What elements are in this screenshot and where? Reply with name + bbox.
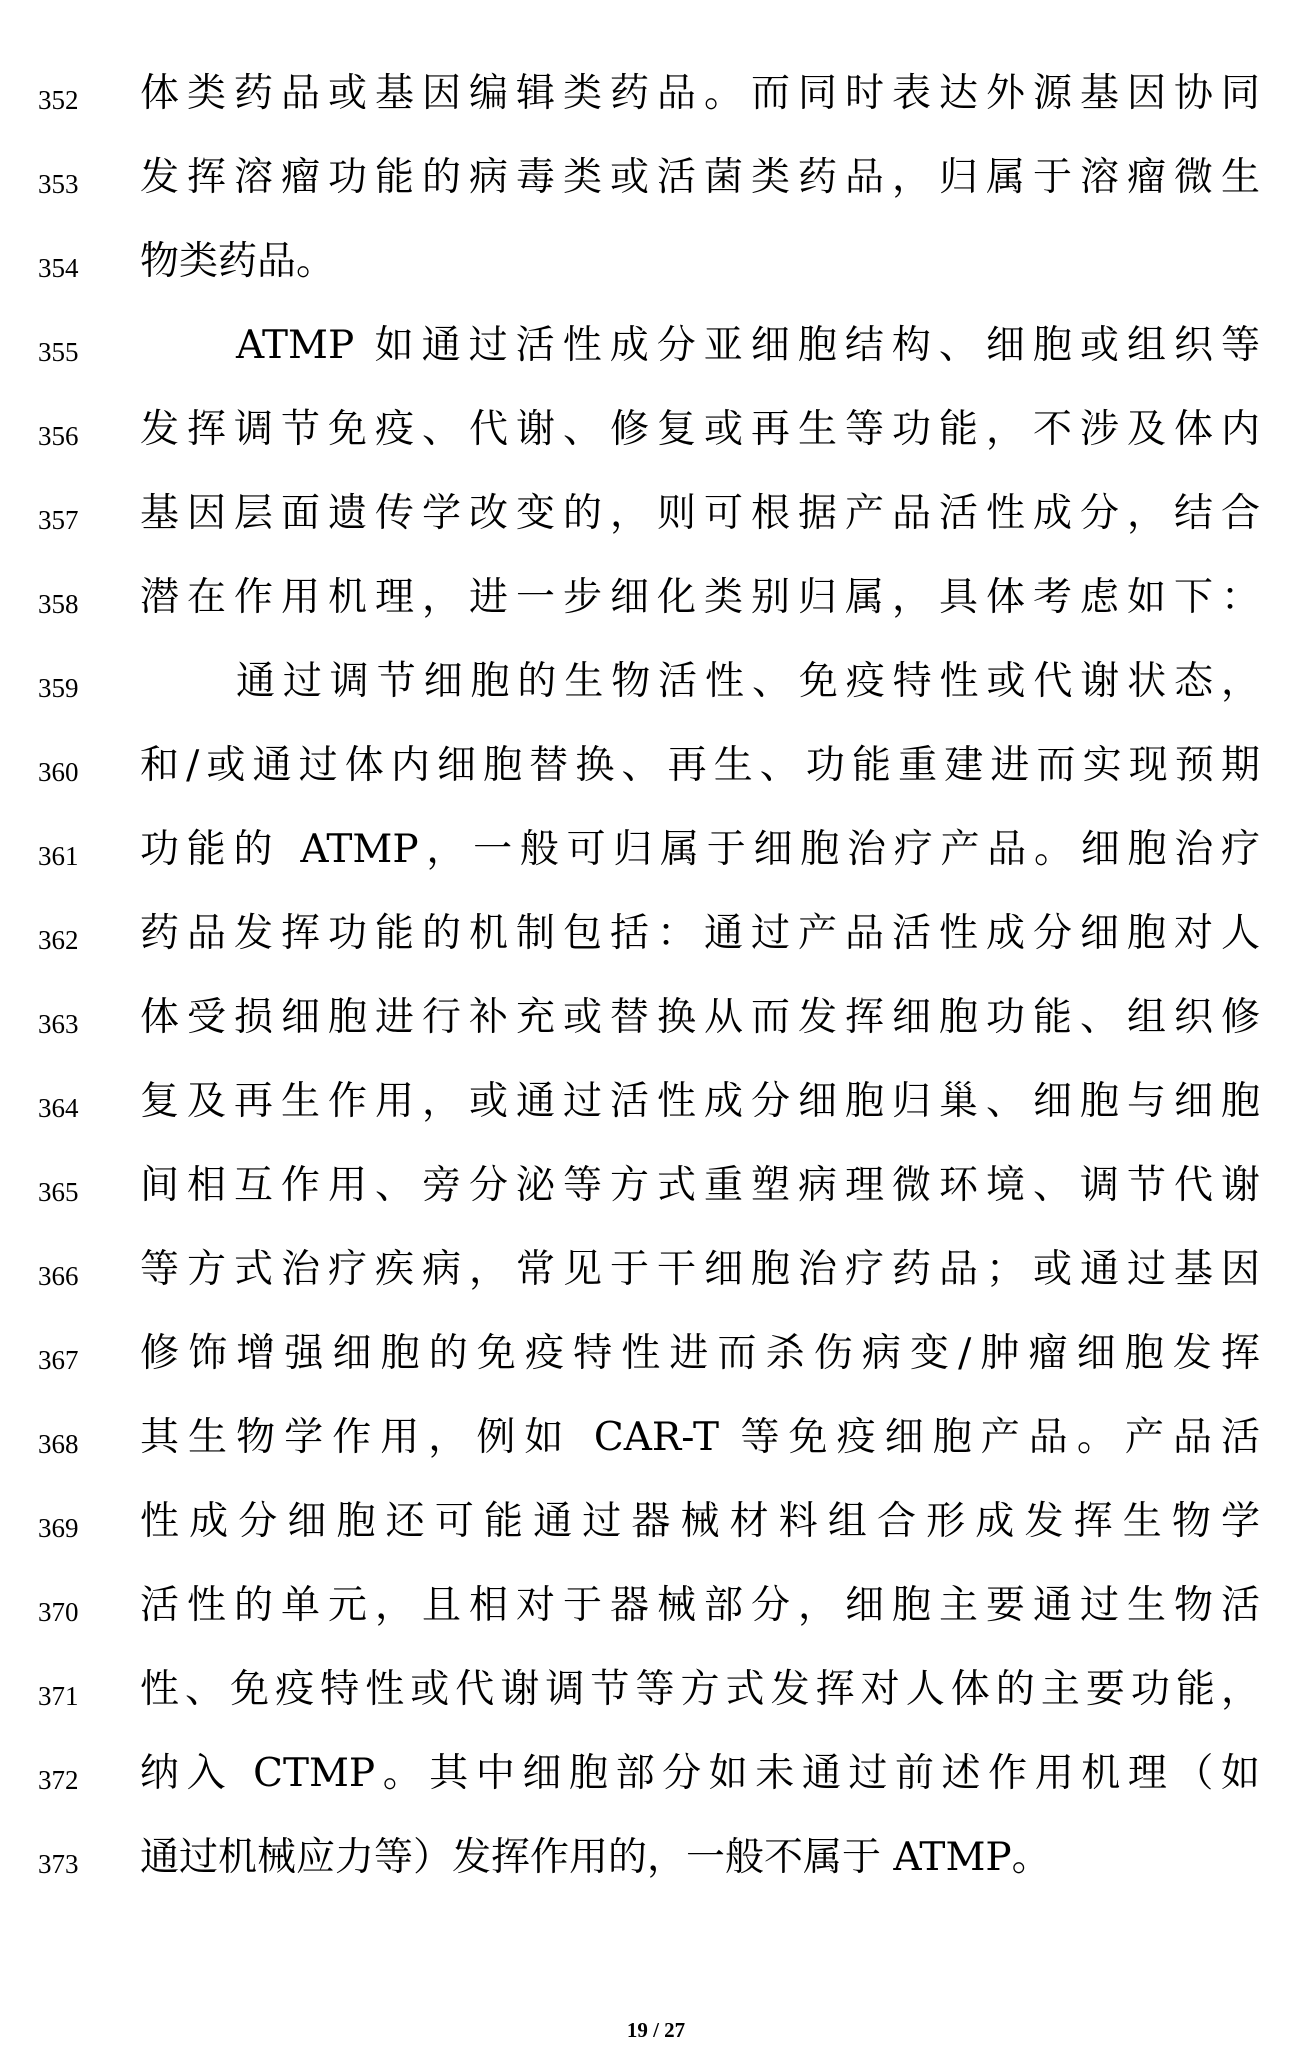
- text-line: [0, 52, 1312, 136]
- text-line: [0, 808, 1312, 892]
- line-number: 354: [38, 253, 79, 283]
- text-line: [0, 1732, 1312, 1816]
- line-number: 361: [38, 841, 79, 871]
- text-line: [0, 1480, 1312, 1564]
- line-text: 等方式治疗疾病，常见于干细胞治疗药品；或通过基因: [140, 1247, 1260, 1292]
- line-number: 371: [38, 1681, 79, 1711]
- line-text: 功能的 ATMP，一般可归属于细胞治疗产品。细胞治疗: [140, 827, 1260, 872]
- line-number: 353: [38, 169, 79, 199]
- line-text: 性、免疫特性或代谢调节等方式发挥对人体的主要功能，: [140, 1667, 1260, 1712]
- line-text: 药品发挥功能的机制包括：通过产品活性成分细胞对人: [140, 911, 1260, 956]
- line-number: 360: [38, 757, 79, 787]
- line-number: 368: [38, 1429, 79, 1459]
- text-line: [0, 892, 1312, 976]
- text-line: [0, 1228, 1312, 1312]
- line-number: 364: [38, 1093, 79, 1123]
- line-text: 体类药品或基因编辑类药品。而同时表达外源基因协同: [140, 71, 1260, 116]
- text-line: [0, 976, 1312, 1060]
- line-text: 纳入 CTMP。其中细胞部分如未通过前述作用机理（如: [140, 1751, 1260, 1796]
- line-number: 352: [38, 85, 79, 115]
- text-line: [0, 304, 1312, 388]
- line-text: 发挥溶瘤功能的病毒类或活菌类药品，归属于溶瘤微生: [140, 155, 1260, 200]
- line-number: 355: [38, 337, 79, 367]
- line-text: 活性的单元，且相对于器械部分，细胞主要通过生物活: [140, 1583, 1260, 1628]
- line-text: ATMP 如通过活性成分亚细胞结构、细胞或组织等: [236, 323, 1260, 368]
- line-number: 356: [38, 421, 79, 451]
- text-line: [0, 472, 1312, 556]
- line-number: 363: [38, 1009, 79, 1039]
- line-number: 358: [38, 589, 79, 619]
- line-text: 发挥调节免疫、代谢、修复或再生等功能，不涉及体内: [140, 407, 1260, 452]
- line-text: 其生物学作用，例如 CAR-T 等免疫细胞产品。产品活: [140, 1415, 1260, 1460]
- line-text: 基因层面遗传学改变的，则可根据产品活性成分，结合: [140, 491, 1260, 536]
- text-line: [0, 1060, 1312, 1144]
- text-line: [0, 1396, 1312, 1480]
- line-text: 通过机械应力等）发挥作用的，一般不属于 ATMP。: [140, 1835, 1051, 1880]
- line-text: 复及再生作用，或通过活性成分细胞归巢、细胞与细胞: [140, 1079, 1260, 1124]
- text-line: [0, 1816, 1312, 1900]
- line-number: 367: [38, 1345, 79, 1375]
- line-text: 和/或通过体内细胞替换、再生、功能重建进而实现预期: [140, 743, 1260, 788]
- line-text: 体受损细胞进行补充或替换从而发挥细胞功能、组织修: [140, 995, 1260, 1040]
- line-number: 369: [38, 1513, 79, 1543]
- line-number: 359: [38, 673, 79, 703]
- text-line: [0, 136, 1312, 220]
- line-number: 373: [38, 1849, 79, 1879]
- line-text: 性成分细胞还可能通过器械材料组合形成发挥生物学: [140, 1499, 1260, 1544]
- line-text: 潜在作用机理，进一步细化类别归属，具体考虑如下：: [140, 575, 1260, 620]
- line-text: 物类药品。: [140, 239, 336, 284]
- line-text: 间相互作用、旁分泌等方式重塑病理微环境、调节代谢: [140, 1163, 1260, 1208]
- text-line: [0, 724, 1312, 808]
- line-number: 370: [38, 1597, 79, 1627]
- text-line: [0, 1648, 1312, 1732]
- text-line: [0, 388, 1312, 472]
- text-line: [0, 220, 1312, 304]
- text-line: [0, 1564, 1312, 1648]
- page-number: 19 / 27: [626, 2018, 686, 2042]
- line-number: 372: [38, 1765, 79, 1795]
- text-body: [0, 52, 1312, 1900]
- text-line: [0, 1312, 1312, 1396]
- line-number: 366: [38, 1261, 79, 1291]
- line-number: 357: [38, 505, 79, 535]
- line-text: 修饰增强细胞的免疫特性进而杀伤病变/肿瘤细胞发挥: [140, 1331, 1260, 1376]
- text-line: [0, 1144, 1312, 1228]
- line-number: 365: [38, 1177, 79, 1207]
- text-line: [0, 556, 1312, 640]
- line-number: 362: [38, 925, 79, 955]
- line-text: 通过调节细胞的生物活性、免疫特性或代谢状态，: [236, 659, 1260, 704]
- text-line: [0, 640, 1312, 724]
